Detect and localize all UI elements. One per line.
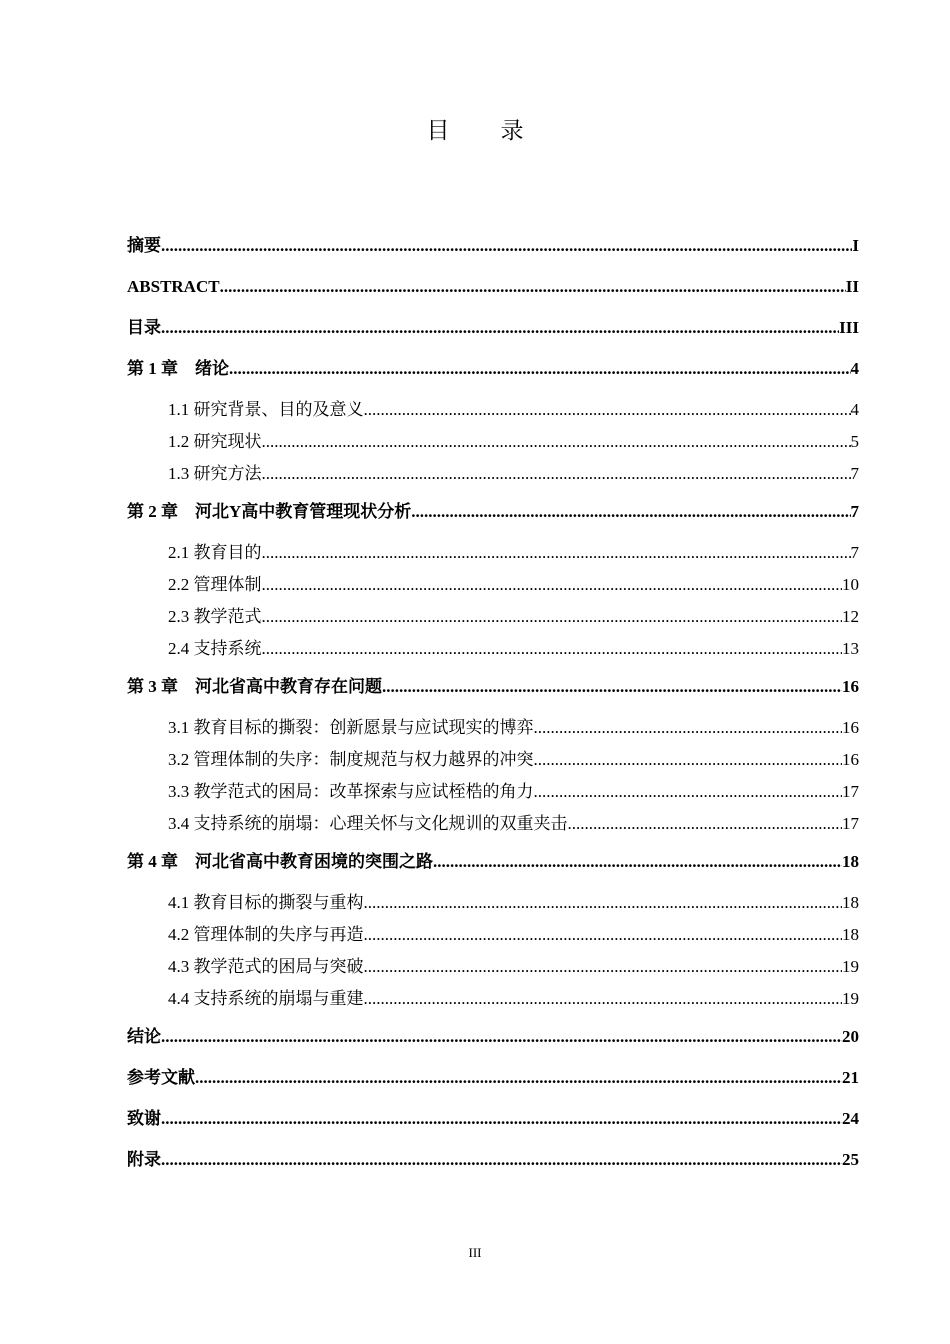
toc-section-entry[interactable] bbox=[127, 460, 859, 498]
toc-entry-page-number: 4 bbox=[850, 400, 859, 419]
toc-leader-dots bbox=[161, 1023, 842, 1051]
toc-leader-dots bbox=[382, 673, 842, 701]
toc-entry-label: 2.3 教学范式 bbox=[168, 607, 262, 626]
toc-leader-dots bbox=[411, 498, 850, 526]
table-of-contents bbox=[127, 232, 859, 1187]
toc-entry-page-number: 10 bbox=[842, 575, 859, 594]
page-title: 目 录 bbox=[426, 118, 538, 143]
toc-entry-label: 2.2 管理体制 bbox=[168, 575, 262, 594]
toc-entry-label: 4.3 教学范式的困局与突破 bbox=[168, 957, 364, 976]
toc-entry-page-number: 12 bbox=[842, 607, 859, 626]
toc-chapter-entry[interactable] bbox=[127, 498, 859, 539]
toc-leader-dots bbox=[262, 635, 843, 663]
footer-page-number: III bbox=[468, 1245, 482, 1260]
toc-leader-dots bbox=[364, 985, 843, 1013]
toc-entry-label: 3.4 支持系统的崩塌：心理关怀与文化规训的双重夹击 bbox=[168, 814, 568, 833]
toc-section-entry[interactable] bbox=[127, 539, 859, 571]
toc-chapter-entry[interactable] bbox=[127, 1064, 859, 1105]
toc-entry-label: 4.2 管理体制的失序与再造 bbox=[168, 925, 364, 944]
toc-entry-page-number: I bbox=[852, 236, 859, 255]
toc-chapter-entry[interactable] bbox=[127, 232, 859, 273]
toc-chapter-entry[interactable] bbox=[127, 355, 859, 396]
toc-entry-page-number: 21 bbox=[842, 1068, 859, 1087]
toc-chapter-entry[interactable] bbox=[127, 673, 859, 714]
toc-section-entry[interactable] bbox=[127, 603, 859, 635]
toc-leader-dots bbox=[433, 848, 842, 876]
toc-entry-page-number: 20 bbox=[842, 1027, 859, 1046]
toc-entry-page-number: 24 bbox=[842, 1109, 859, 1128]
toc-chapter-entry[interactable] bbox=[127, 273, 859, 314]
toc-leader-dots bbox=[568, 810, 843, 838]
toc-section-entry[interactable] bbox=[127, 396, 859, 428]
toc-section-entry[interactable] bbox=[127, 571, 859, 603]
toc-leader-dots bbox=[161, 232, 852, 260]
toc-entry-page-number: 25 bbox=[842, 1150, 859, 1169]
toc-section-entry[interactable] bbox=[127, 635, 859, 673]
toc-entry-label: 结论 bbox=[127, 1027, 161, 1046]
toc-entry-label: 参考文献 bbox=[127, 1068, 195, 1087]
toc-section-entry[interactable] bbox=[127, 810, 859, 848]
toc-leader-dots bbox=[534, 746, 843, 774]
toc-leader-dots bbox=[262, 603, 843, 631]
toc-entry-label: 2.1 教育目的 bbox=[168, 543, 262, 562]
toc-entry-page-number: 5 bbox=[850, 432, 859, 451]
toc-entry-page-number: 17 bbox=[842, 814, 859, 833]
toc-entry-page-number: 7 bbox=[850, 502, 859, 521]
toc-leader-dots bbox=[161, 1105, 842, 1133]
toc-entry-label: 目录 bbox=[127, 318, 161, 337]
toc-entry-label: 4.4 支持系统的崩塌与重建 bbox=[168, 989, 364, 1008]
toc-section-entry[interactable] bbox=[127, 428, 859, 460]
toc-section-entry[interactable] bbox=[127, 746, 859, 778]
toc-entry-label: 1.2 研究现状 bbox=[168, 432, 262, 451]
toc-leader-dots bbox=[262, 571, 843, 599]
toc-leader-dots bbox=[262, 428, 851, 456]
toc-entry-page-number: 7 bbox=[850, 543, 859, 562]
toc-chapter-entry[interactable] bbox=[127, 1105, 859, 1146]
toc-section-entry[interactable] bbox=[127, 985, 859, 1023]
toc-entry-page-number: II bbox=[845, 277, 859, 296]
toc-leader-dots bbox=[195, 1064, 842, 1092]
toc-entry-page-number: III bbox=[839, 318, 859, 337]
toc-chapter-entry[interactable] bbox=[127, 848, 859, 889]
toc-entry-label: 2.4 支持系统 bbox=[168, 639, 262, 658]
toc-leader-dots bbox=[364, 953, 843, 981]
toc-leader-dots bbox=[534, 714, 843, 742]
toc-entry-label: 附录 bbox=[127, 1150, 161, 1169]
toc-entry-page-number: 16 bbox=[842, 750, 859, 769]
toc-entry-label: 第 4 章 河北省高中教育困境的突围之路 bbox=[127, 852, 433, 871]
toc-entry-label: 3.3 教学范式的困局：改革探索与应试桎梏的角力 bbox=[168, 782, 534, 801]
toc-entry-page-number: 18 bbox=[842, 852, 859, 871]
toc-leader-dots bbox=[229, 355, 851, 383]
toc-leader-dots bbox=[262, 539, 851, 567]
toc-entry-page-number: 18 bbox=[842, 893, 859, 912]
toc-entry-label: 致谢 bbox=[127, 1109, 161, 1128]
toc-entry-page-number: 7 bbox=[850, 464, 859, 483]
toc-entry-page-number: 18 bbox=[842, 925, 859, 944]
toc-chapter-entry[interactable] bbox=[127, 1146, 859, 1187]
toc-chapter-entry[interactable] bbox=[127, 314, 859, 355]
toc-leader-dots bbox=[534, 778, 843, 806]
toc-entry-label: 1.1 研究背景、目的及意义 bbox=[168, 400, 364, 419]
toc-chapter-entry[interactable] bbox=[127, 1023, 859, 1064]
toc-entry-label: 第 2 章 河北Y高中教育管理现状分析 bbox=[127, 502, 412, 521]
toc-entry-label: ABSTRACT bbox=[127, 277, 220, 296]
toc-entry-label: 第 1 章 绪论 bbox=[127, 359, 229, 378]
toc-entry-page-number: 17 bbox=[842, 782, 859, 801]
toc-entry-label: 摘要 bbox=[127, 236, 161, 255]
toc-entry-page-number: 19 bbox=[842, 989, 859, 1008]
toc-leader-dots bbox=[161, 314, 839, 342]
toc-entry-page-number: 13 bbox=[842, 639, 859, 658]
toc-entry-page-number: 4 bbox=[850, 359, 859, 378]
toc-leader-dots bbox=[364, 921, 843, 949]
toc-leader-dots bbox=[364, 889, 843, 917]
toc-leader-dots bbox=[364, 396, 851, 424]
toc-entry-label: 4.1 教育目标的撕裂与重构 bbox=[168, 893, 364, 912]
toc-entry-label: 3.2 管理体制的失序：制度规范与权力越界的冲突 bbox=[168, 750, 534, 769]
toc-entry-label: 第 3 章 河北省高中教育存在问题 bbox=[127, 677, 382, 696]
toc-section-entry[interactable] bbox=[127, 953, 859, 985]
toc-leader-dots bbox=[161, 1146, 842, 1174]
toc-entry-page-number: 16 bbox=[842, 677, 859, 696]
toc-leader-dots bbox=[262, 460, 851, 488]
toc-entry-page-number: 16 bbox=[842, 718, 859, 737]
toc-section-entry[interactable] bbox=[127, 778, 859, 810]
toc-section-entry[interactable] bbox=[127, 889, 859, 921]
toc-entry-page-number: 19 bbox=[842, 957, 859, 976]
toc-section-entry[interactable] bbox=[127, 714, 859, 746]
toc-leader-dots bbox=[220, 273, 846, 301]
toc-section-entry[interactable] bbox=[127, 921, 859, 953]
toc-entry-label: 3.1 教育目标的撕裂：创新愿景与应试现实的博弈 bbox=[168, 718, 534, 737]
toc-entry-label: 1.3 研究方法 bbox=[168, 464, 262, 483]
